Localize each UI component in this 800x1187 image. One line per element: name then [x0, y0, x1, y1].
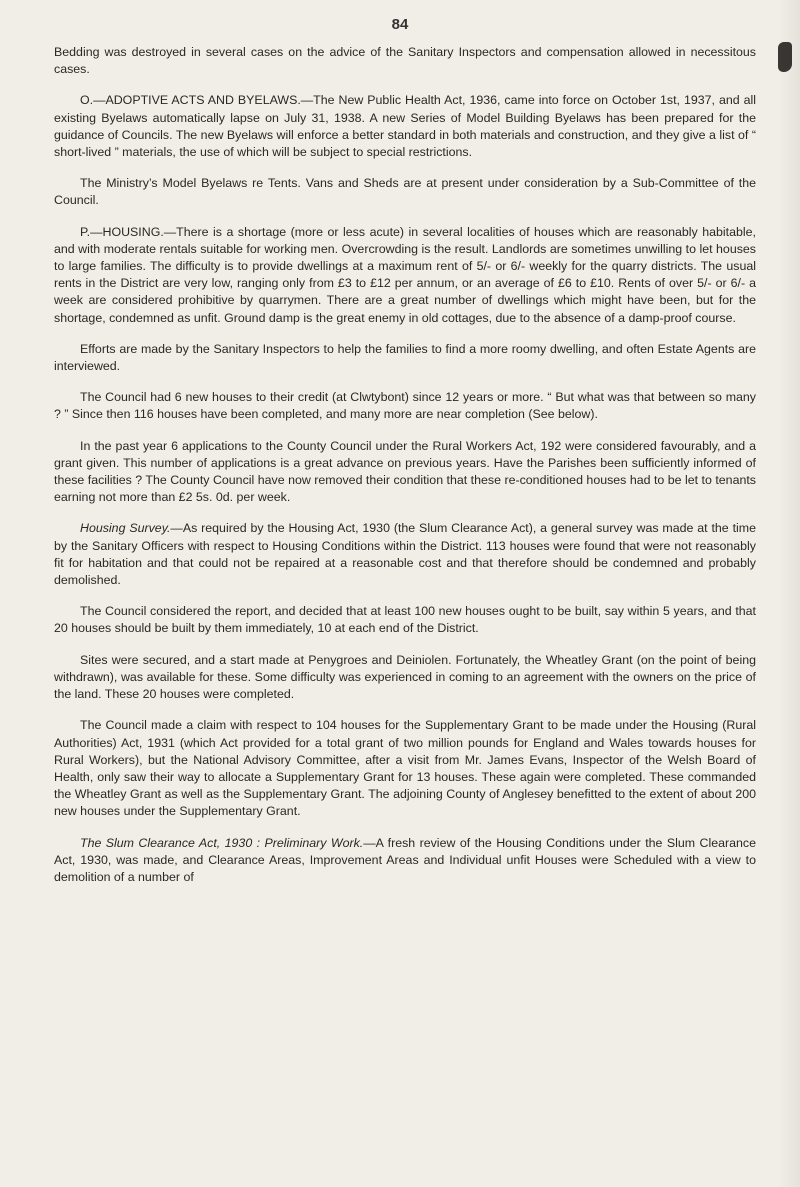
housing-survey-text: —As required by the Housing Act, 1930 (the Slum Clearance Act), a general survey was made at the time by the Sanitary Officers with respect to Housing Conditions within the District. 113 houses were found that were not reasonably fit for habitation and that could not be repaired at a reasonable cost and that therefore should be condemned and probably demolished. — [54, 521, 756, 588]
paragraph-supplementary-grant: The Council made a claim with respect to 104 houses for the Supplementary Grant to be made under the Housing (Rural Authorities) Act, 1931 (which Act provided for a total grant of two million pounds for England and Wales towards houses for Rural Workers), but the National Advisory Committee, after a visit from Mr. James Evans, Inspector of the Welsh Board of Health, only saw their way to allocate a Supplementary Grant for 13 houses. These again were completed. These commanded the Wheatley Grant as well as the Supplementary Grant. The adjoining County of Anglesey benefitted to the extent of about 200 new houses under the Supplementary Grant. — [54, 718, 756, 819]
paragraph-housing: P.—HOUSING.—There is a shortage (more or less acute) in several localities of houses which are reasonably habitable, and with moderate rentals suitable for working men. Overcrowding is the result. Landlords are sometimes unwilling to let houses to large families. The difficulty is to provide dwellings at a maximum rent of 5/- or 6/- weekly for the quarry districts. The usual rents in the District are very low, ranging only from £3 to £12 per annum, or an average of £6 to £10. Rents of over 5/- or 6/- a week are considered prohibitive by quarrymen. There are a great number of dwellings which might have been, but for the shortage, condemned as unfit. Ground damp is the great enemy in old cottages, due to the absence of a damp-proof course. — [54, 224, 756, 325]
housing-survey-heading: Housing Survey. — [80, 521, 171, 536]
paragraph-efforts: Efforts are made by the Sanitary Inspectors to help the families to find a more roomy dwelling, and often Estate Agents are interviewed. — [54, 341, 756, 374]
paragraph-slum-clearance — [54, 835, 756, 887]
paragraph-rural-workers: In the past year 6 applications to the County Council under the Rural Workers Act, 192 were considered favourably, and a grant given. This number of applications is a great advance on previous years. Have the Parishes been sufficiently informed of these facilities ? The County Council have now removed their condition that these re-conditioned houses had to be let to tenants earning not more than £2 5s. 0d. per week. — [54, 438, 756, 505]
slum-clearance-heading: The Slum Clearance Act, 1930 : Preliminary Work. — [80, 835, 364, 850]
paragraph-housing-survey — [54, 520, 756, 589]
slum-clearance-text: —A fresh review of the Housing Conditions under the Slum Clearance Act, 1930, was made, and Clearance Areas, Improvement Areas and Individual unfit Houses were Scheduled with a view to demolition of a number of — [54, 835, 756, 884]
paragraph-sites: Sites were secured, and a start made at Penygroes and Deiniolen. Fortunately, the Wheatley Grant (on the point of being withdrawn), was available for these. Some difficulty was experienced in coming to an agreement with the owners on the price of the land. These 20 houses were completed. — [54, 652, 756, 702]
paragraph-bedding: Bedding was destroyed in several cases on the advice of the Sanitary Inspectors and compensation allowed in necessitous cases. — [54, 45, 756, 77]
page-number: 84 — [391, 16, 409, 33]
paragraph-model-byelaws-tents: The Ministry’s Model Byelaws re Tents. Vans and Sheds are at present under consideration by a Sub-Committee of the Council. — [54, 176, 756, 208]
page-body — [54, 44, 756, 900]
paragraph-new-houses: The Council had 6 new houses to their credit (at Clwtybont) since 12 years or more. “ But what was that between so many ? ” Since then 116 houses have been completed, and many more are near completion (See below). — [54, 390, 756, 422]
paragraph-adoptive-acts: O.—ADOPTIVE ACTS AND BYELAWS.—The New Public Health Act, 1936, came into force on October 1st, 1937, and all existing Byelaws automatically lapse on July 31, 1938. A new Series of Model Building Byelaws has been prepared for the guidance of Councils. The new Byelaws will enforce a better standard in both materials and construction, and they give a list of “ short-lived ” materials, the use of which will be subject to special restrictions. — [54, 93, 756, 160]
page-edge-shadow — [778, 0, 800, 1187]
paragraph-council-report: The Council considered the report, and decided that at least 100 new houses ought to be built, say within 5 years, and that 20 houses should be built by them immediately, 10 at each end of the District. — [54, 604, 756, 636]
